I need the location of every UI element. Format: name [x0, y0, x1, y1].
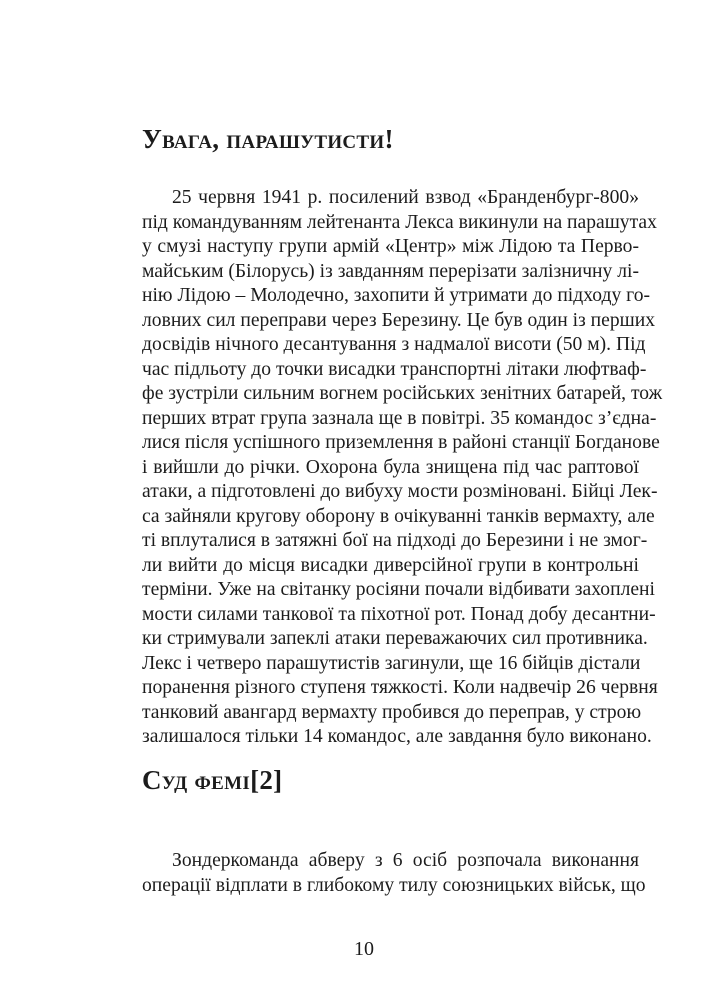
- text-line: атаки, а підготовлені до вибуху мости розміновані. Бійці Лек-: [142, 481, 658, 502]
- text-line: перших втрат група зазнала ще в повітрі. 35 командос з’єдна-: [142, 407, 657, 429]
- paragraph-paratroopers: [142, 186, 663, 750]
- text-line: ті вплуталися в затяжні бої на підході до Березини і не змог-: [142, 530, 648, 551]
- text-line: поранення різного ступеня тяжкості. Коли надвечір 26 червня: [142, 677, 658, 698]
- text-line: ли вийти до місця висадки диверсійної групи в контрольні: [142, 554, 639, 576]
- text-line: час підльоту до точки висадки транспортні літаки люфтваф-: [142, 358, 647, 380]
- section-heading-feme-court: Суд фемі[2]: [142, 765, 283, 795]
- text-line: фе зустріли сильним вогнем російських зенітних батарей, тож: [142, 383, 663, 404]
- text-line: мости силами танкової та піхотної рот. Понад добу десантни-: [142, 603, 656, 625]
- paragraph-sonderkommando: [142, 849, 646, 898]
- text-line: під командуванням лейтенанта Лекса викинули на парашутах: [142, 211, 657, 233]
- text-line: і вийшли до річки. Охорона була знищена під час раптової: [142, 456, 639, 478]
- text-line: танковий авангард вермахту пробився до переправ, у строю: [142, 701, 642, 723]
- text-line: са зайняли кругову оборону в очікуванні танків вермахту, але: [142, 505, 655, 527]
- text-line: Зондеркоманда абверу з 6 осіб розпочала виконання: [172, 850, 639, 871]
- text-line: нію Лідою – Молодечно, захопити й утримати до підходу го-: [142, 285, 651, 306]
- text-line: ловних сил переправи через Березину. Це був один із перших: [142, 309, 656, 331]
- text-line: майським (Білорусь) із завданням перерізати залізничну лі-: [142, 260, 639, 282]
- text-line: лися після успішного приземлення в районі станції Богданове: [142, 432, 660, 453]
- text-line: ки стримували запеклі атаки переважаючих сил противника.: [142, 628, 648, 649]
- page-number: 10: [354, 938, 374, 960]
- text-line: у смузі наступу групи армій «Центр» між Лідою та Перво-: [142, 236, 639, 257]
- text-line: Лекс і четверо парашутистів загинули, ще 16 бійців дістали: [142, 652, 641, 674]
- text-line: досвідів нічного десантування з надмалої висоти (50 м). Під: [142, 334, 646, 355]
- text-line: терміни. Уже на світанку росіяни почали відбивати захоплені: [142, 579, 655, 600]
- text-line: залишалося тільки 14 командос, але завдання було виконано.: [142, 726, 652, 747]
- section-heading-attention-paratroopers: Увага, парашутисти!: [142, 124, 394, 154]
- text-line: операції відплати в глибокому тилу союзницьких військ, що: [142, 874, 646, 896]
- text-line: 25 червня 1941 р. посилений взвод «Бранденбург-800»: [172, 187, 639, 208]
